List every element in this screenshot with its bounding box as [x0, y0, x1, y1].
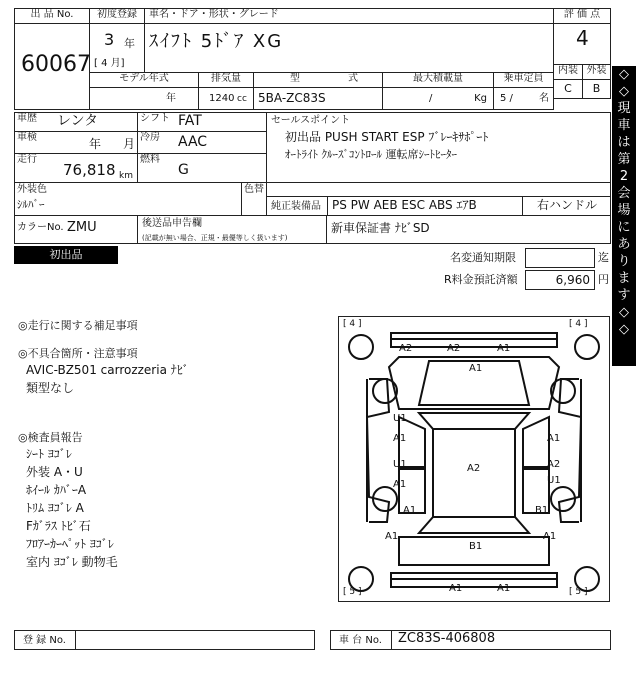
report-line: ｼｰﾄ ﾖｺﾞﾚ	[26, 447, 72, 461]
report-line: Fｶﾞﾗｽ ﾄﾋﾞ石	[26, 519, 91, 533]
damage-mark: A2	[467, 463, 481, 474]
banner-char: ◇	[619, 305, 629, 320]
warranty-value: 新車保証書 ﾅﾋﾞSD	[331, 221, 430, 235]
recycle-fee-box	[525, 270, 595, 290]
recycle-fee-label: R料金預託済額	[444, 273, 518, 286]
ac-cell	[137, 131, 267, 154]
max-load-unit: Kg	[474, 93, 487, 104]
damage-mark: U1	[547, 475, 561, 486]
corner-label-bl: [ 5 ]	[343, 587, 362, 597]
banner-char: ま	[617, 271, 631, 286]
warranty-cell	[326, 215, 611, 244]
displacement-value: 1240	[209, 93, 235, 104]
aftermarket-note: (記載が無い場合、正規・最優等しく扱います)	[142, 234, 288, 242]
damage-mark: A1	[547, 433, 561, 444]
corner-label-tr: [ 4 ]	[569, 319, 588, 329]
damage-mark: A1	[543, 531, 557, 542]
first-reg-year: 3	[104, 30, 115, 49]
car-name: ｽｲﾌﾄ 5ﾄﾞｱ XG	[149, 31, 284, 52]
banner-char: 会	[617, 186, 631, 201]
lot-no-box	[14, 23, 90, 110]
displacement-unit: cc	[237, 94, 247, 104]
damage-mark: A1	[469, 363, 483, 374]
defect-1: AVIC-BZ501 carrozzeria ﾅﾋﾞ	[26, 363, 189, 377]
history-label: 車歴	[17, 113, 37, 124]
grade-box	[553, 23, 611, 65]
first-reg-month: [ 4 月]	[94, 58, 125, 69]
mileage-unit: km	[119, 171, 133, 181]
grade-value: 4	[576, 26, 589, 50]
chassis-no-value: ZC83S-406808	[398, 631, 496, 646]
report-line: 室内 ﾖｺﾞﾚ 動物毛	[26, 555, 118, 569]
type-label-2: 式	[348, 73, 358, 84]
banner-char: 現	[617, 101, 631, 116]
damage-mark: A1	[497, 343, 511, 354]
handle-value: 右ハンドル	[537, 198, 598, 212]
shift-label: シフト	[140, 113, 170, 124]
equip-value: PS PW AEB ESC ABS ｴｱB	[332, 198, 477, 212]
capacity-label: 乗車定員	[493, 72, 554, 88]
capacity-box	[493, 87, 554, 110]
damage-mark: A1	[403, 505, 417, 516]
damage-mark: A1	[393, 433, 407, 444]
sales-point-line2: ｵｰﾄﾗｲﾄ ｸﾙｰｽﾞｺﾝﾄﾛｰﾙ 運転席ｼｰﾄﾋｰﾀｰ	[285, 148, 457, 161]
sales-point-cell	[266, 112, 611, 183]
first-reg-label: 初度登録	[89, 8, 145, 24]
sales-point-label: セールスポイント	[271, 115, 351, 126]
model-year-label: モデル年式	[89, 72, 199, 88]
corner-label-tl: [ 4 ]	[343, 319, 362, 329]
inspection-cell	[14, 131, 138, 154]
inspection-month: 月	[123, 137, 136, 151]
sales-point-line1: 初出品 PUSH START ESP ﾌﾞﾚｰｷｻﾎﾟｰﾄ	[285, 130, 489, 144]
reg-no-value-cell	[75, 630, 315, 650]
damage-mark: U1	[393, 459, 407, 470]
first-reg-year-unit: 年	[124, 37, 135, 50]
damage-mark: A1	[497, 583, 511, 594]
mileage-label: 走行	[17, 154, 37, 165]
ext-color-cell	[14, 182, 242, 216]
history-cell	[14, 112, 138, 132]
lot-no-label: 出 品 No.	[14, 8, 90, 24]
first-listing-badge: 初出品	[14, 246, 118, 264]
type-label	[253, 72, 383, 88]
damage-mark: A2	[447, 343, 461, 354]
side-banner	[612, 66, 636, 366]
banner-char: に	[617, 220, 631, 235]
driving-notes-label: ◎走行に関する補足事項	[18, 319, 138, 332]
banner-char: ◇	[619, 322, 629, 337]
exterior-label: 外装	[582, 64, 611, 80]
banner-char: 車	[617, 118, 631, 133]
damage-mark: A1	[393, 479, 407, 490]
fuel-cell	[137, 153, 267, 183]
type-label-1: 型	[290, 73, 300, 84]
banner-char: 場	[617, 203, 631, 218]
max-load-label: 最大積載量	[382, 72, 494, 88]
color-no-value: ZMU	[67, 220, 97, 235]
banner-char: ◇	[619, 67, 629, 82]
recycle-fee-value: 6,960	[555, 273, 590, 287]
model-year-value: 年	[166, 93, 176, 104]
banner-char: 2	[619, 169, 629, 184]
damage-mark: A2	[399, 343, 413, 354]
ext-color-label: 外装色	[17, 184, 47, 195]
interior-label: 内装	[553, 64, 583, 80]
notice-deadline-unit: 迄	[598, 251, 609, 264]
damage-mark: B1	[469, 541, 483, 552]
aftermarket-label: 後送品申告欄	[142, 218, 202, 229]
displacement-box	[198, 87, 254, 110]
name-box	[144, 23, 554, 73]
mileage-cell	[14, 153, 138, 183]
reg-no-label-cell	[14, 630, 76, 650]
ac-value: AAC	[178, 134, 208, 150]
equip-cell	[327, 196, 523, 216]
report-line: 外装 A・U	[26, 465, 83, 479]
defect-2: 類型なし	[26, 381, 75, 395]
exterior-value: B	[582, 79, 611, 99]
first-reg-box	[89, 23, 145, 73]
inspection-year: 年	[89, 137, 102, 151]
type-value: 5BA-ZC83S	[258, 91, 326, 105]
lot-no-value: 60067	[21, 52, 91, 77]
damage-mark: A1	[385, 531, 399, 542]
chassis-label-cell	[330, 630, 392, 650]
recycle-fee-unit: 円	[598, 273, 609, 286]
capacity-value: 5 /	[500, 93, 513, 104]
interior-value: C	[553, 79, 583, 99]
banner-char: は	[617, 135, 631, 150]
ac-label: 冷房	[140, 132, 160, 143]
chassis-no-label: 車 台 No.	[339, 635, 382, 646]
inspection-label: 車検	[17, 132, 37, 143]
shift-value: FAT	[178, 113, 202, 129]
defects-label: ◎不具合箇所・注意事項	[18, 347, 138, 360]
inspector-report-label: ◎検査員報告	[18, 431, 83, 444]
history-value: レンタ	[57, 113, 99, 129]
mileage-value: 76,818	[63, 161, 116, 179]
banner-char: 第	[617, 152, 631, 167]
aftermarket-cell	[137, 215, 327, 244]
damage-diagram	[338, 316, 610, 602]
type-box	[253, 87, 383, 110]
max-load-value: /	[429, 93, 433, 104]
banner-char: ◇	[619, 84, 629, 99]
model-year-box	[89, 87, 199, 110]
banner-char: り	[617, 254, 631, 269]
banner-char: す	[617, 288, 631, 303]
equip-label-cell	[266, 196, 328, 216]
max-load-box	[382, 87, 494, 110]
report-line: ﾎｲｰﾙ ｶﾊﾞｰA	[26, 483, 87, 497]
banner-char: あ	[617, 237, 631, 252]
corner-label-br: [ 5 ]	[569, 587, 588, 597]
displacement-label: 排気量	[198, 72, 254, 88]
handle-cell	[522, 196, 611, 216]
report-line: ﾄﾘﾑ ﾖｺﾞﾚ A	[26, 501, 84, 515]
color-no-cell	[14, 215, 138, 244]
equip-label: 純正装備品	[271, 201, 321, 212]
damage-mark: A1	[449, 583, 463, 594]
damage-mark: A2	[547, 459, 561, 470]
fuel-label: 燃料	[140, 154, 160, 165]
notice-deadline-box	[525, 248, 595, 268]
capacity-unit: 名	[539, 93, 549, 104]
damage-mark: B1	[535, 505, 549, 516]
reg-no-label: 登 録 No.	[23, 635, 66, 646]
color-change-cell	[241, 182, 267, 216]
shift-cell	[137, 112, 267, 132]
grade-label: 評 価 点	[553, 8, 611, 24]
ext-color-value: ｼﾙﾊﾞｰ	[17, 198, 45, 211]
chassis-value-cell	[391, 630, 611, 650]
color-change-label: 色替	[244, 184, 264, 195]
fuel-value: G	[178, 162, 189, 178]
notice-deadline-label: 名変通知期限	[450, 251, 516, 264]
car-outline	[339, 317, 609, 601]
report-line: ﾌﾛｱｰｶｰﾍﾟｯﾄ ﾖｺﾞﾚ	[26, 537, 114, 551]
name-label: 車名・ドア・形状・グレード	[144, 8, 554, 24]
damage-mark: U1	[393, 413, 407, 424]
color-no-label: カラーNo.	[17, 222, 64, 233]
